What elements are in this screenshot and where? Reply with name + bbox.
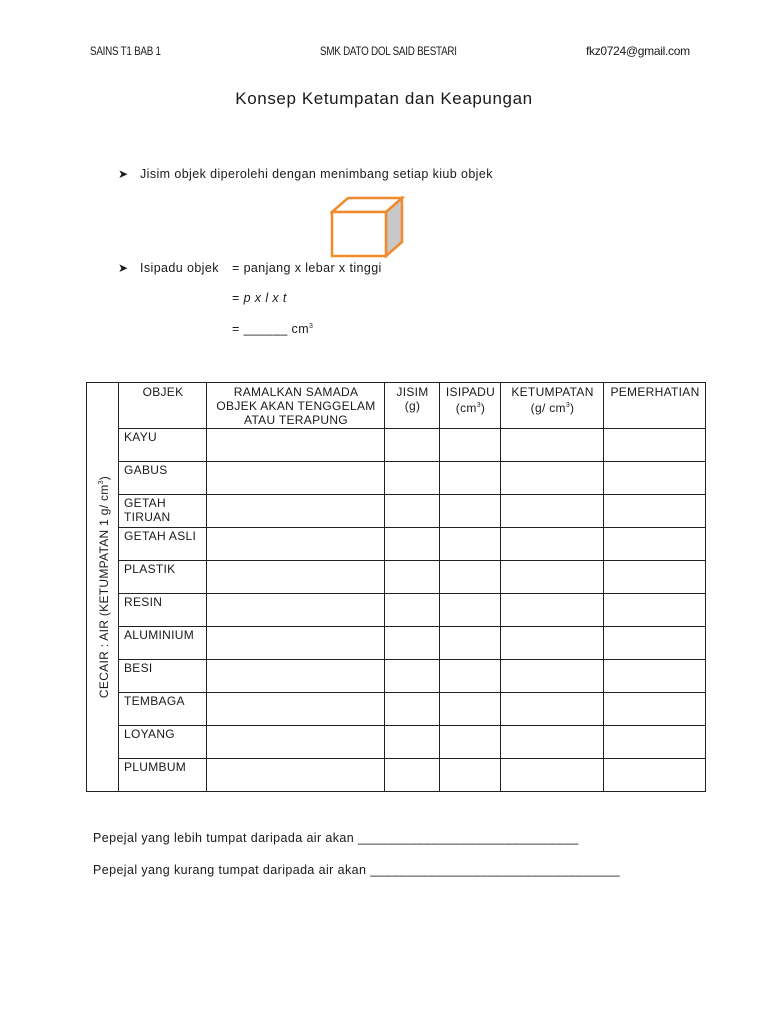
predict-cell[interactable] [207,759,385,792]
volume-cell[interactable] [440,462,501,495]
table-row [87,726,706,759]
header-left: SAINS T1 BAB 1 [90,44,161,58]
col-header-isipadu-sup: 3 [476,402,481,409]
object-name-cell: BESI [119,660,207,693]
arrow-bullet-icon: ➤ [118,261,129,275]
col-header-ketumpatan-end: ) [570,401,575,415]
observation-cell[interactable] [604,693,706,726]
predict-cell[interactable] [207,594,385,627]
table-row [87,462,706,495]
predict-cell[interactable] [207,561,385,594]
mass-cell[interactable] [385,660,440,693]
table-row [87,429,706,462]
observation-cell[interactable] [604,759,706,792]
mass-cell[interactable] [385,528,440,561]
volume-formula-letters: p x l x t [243,291,287,305]
table-row [87,528,706,561]
density-cell[interactable] [501,495,604,528]
observation-cell[interactable] [604,462,706,495]
table-row [87,561,706,594]
object-name-cell: GABUS [119,462,207,495]
col-header-objek [119,383,207,429]
predict-cell[interactable] [207,429,385,462]
object-name-cell: GETAH TIRUAN [119,495,207,528]
volume-label: Isipadu objek [140,261,219,275]
mass-cell[interactable] [385,561,440,594]
density-cell[interactable] [501,627,604,660]
table-row [87,693,706,726]
predict-cell[interactable] [207,528,385,561]
predict-cell[interactable] [207,627,385,660]
volume-cell[interactable] [440,495,501,528]
observation-cell[interactable] [604,594,706,627]
mass-cell[interactable] [385,726,440,759]
volume-cell[interactable] [440,594,501,627]
col-header-objek-text: OBJEK [142,385,184,399]
col-header-ketumpatan-unit: (g/ cm [530,401,566,415]
mass-cell[interactable] [385,429,440,462]
table-row [87,627,706,660]
density-cell[interactable] [501,594,604,627]
observation-cell[interactable] [604,627,706,660]
col-header-isipadu [440,383,501,429]
observation-cell[interactable] [604,429,706,462]
col-header-predict-text: RAMALKAN SAMADA OBJEK AKAN TENGGELAM ATAU TERAPUNG [216,385,376,427]
volume-answer-blank [232,322,313,336]
volume-cell[interactable] [440,429,501,462]
arrow-bullet-icon: ➤ [118,167,129,181]
col-header-pemerhatian [604,383,706,429]
col-header-isipadu-unit: (cm [455,401,477,415]
table-row [87,660,706,693]
col-header-predict [207,383,385,429]
liquid-label-sup: 3 [97,480,105,485]
object-name-cell: ALUMINIUM [119,627,207,660]
volume-cell[interactable] [440,726,501,759]
col-header-isipadu-text: ISIPADU [445,385,496,399]
col-header-jisim [385,383,440,429]
density-cell[interactable] [501,759,604,792]
observation-cell[interactable] [604,726,706,759]
page-title: Konsep Ketumpatan dan Keapungan [235,89,533,108]
density-cell[interactable] [501,660,604,693]
predict-cell[interactable] [207,495,385,528]
object-name-cell: PLUMBUM [119,759,207,792]
observation-cell[interactable] [604,495,706,528]
col-header-isipadu-end: ) [480,401,486,415]
volume-cell[interactable] [440,759,501,792]
observation-cell[interactable] [604,528,706,561]
object-name-cell: LOYANG [119,726,207,759]
predict-cell[interactable] [207,726,385,759]
object-name-cell: RESIN [119,594,207,627]
density-cell[interactable] [501,726,604,759]
col-header-ketumpatan-sup: 3 [565,402,571,409]
density-cell[interactable] [501,561,604,594]
observation-cell[interactable] [604,660,706,693]
volume-cell[interactable] [440,660,501,693]
volume-cell[interactable] [440,693,501,726]
mass-cell[interactable] [385,462,440,495]
mass-cell[interactable] [385,627,440,660]
object-name-cell: KAYU [119,429,207,462]
col-header-ketumpatan [501,383,604,429]
volume-cell[interactable] [440,627,501,660]
col-header-jisim-unit: (g) [404,399,421,413]
col-header-jisim-text: JISIM [396,385,429,399]
table-row [87,759,706,792]
object-name-cell: PLASTIK [119,561,207,594]
object-name-cell: TEMBAGA [119,693,207,726]
header-email: fkz0724@gmail.com [586,44,690,58]
volume-formula-symbols [232,291,287,305]
observation-cell[interactable] [604,561,706,594]
table-row [87,594,706,627]
header-school: SMK DATO DOL SAID BESTARI [320,44,457,58]
predict-cell[interactable] [207,462,385,495]
mass-bullet-text: Jisim objek diperolehi dengan menimbang setiap kiub objek [140,167,493,181]
table-header-row [87,383,706,429]
cm-cubed-superscript: 3 [309,322,314,330]
predict-cell[interactable] [207,693,385,726]
table-row [87,495,706,528]
conclusion-less-dense[interactable]: Pepejal yang kurang tumpat daripada air akan __________________________________ [93,863,621,877]
equals-sign: = [232,291,244,305]
col-header-pemerhatian-text: PEMERHATIAN [610,385,700,399]
volume-formula-words: = panjang x lebar x tinggi [232,261,382,275]
volume-blank-text: = ______ cm [232,322,310,336]
mass-cell[interactable] [385,594,440,627]
volume-cell[interactable] [440,528,501,561]
mass-cell[interactable] [385,759,440,792]
mass-cell[interactable] [385,495,440,528]
density-cell[interactable] [501,462,604,495]
liquid-label-text: CECAIR : AIR (KETUMPATAN 1 g/ cm [96,484,111,699]
mass-cell[interactable] [385,693,440,726]
liquid-label-end: ) [96,475,111,481]
cube-icon [330,196,406,263]
col-header-ketumpatan-text: KETUMPATAN [511,385,594,399]
liquid-side-label-cell [87,383,119,792]
density-cell[interactable] [501,693,604,726]
density-table [86,382,706,792]
volume-cell[interactable] [440,561,501,594]
density-cell[interactable] [501,528,604,561]
conclusion-denser[interactable]: Pepejal yang lebih tumpat daripada air akan ______________________________ [93,831,579,845]
object-name-cell: GETAH ASLI [119,528,207,561]
density-cell[interactable] [501,429,604,462]
liquid-side-label [95,476,111,698]
predict-cell[interactable] [207,660,385,693]
